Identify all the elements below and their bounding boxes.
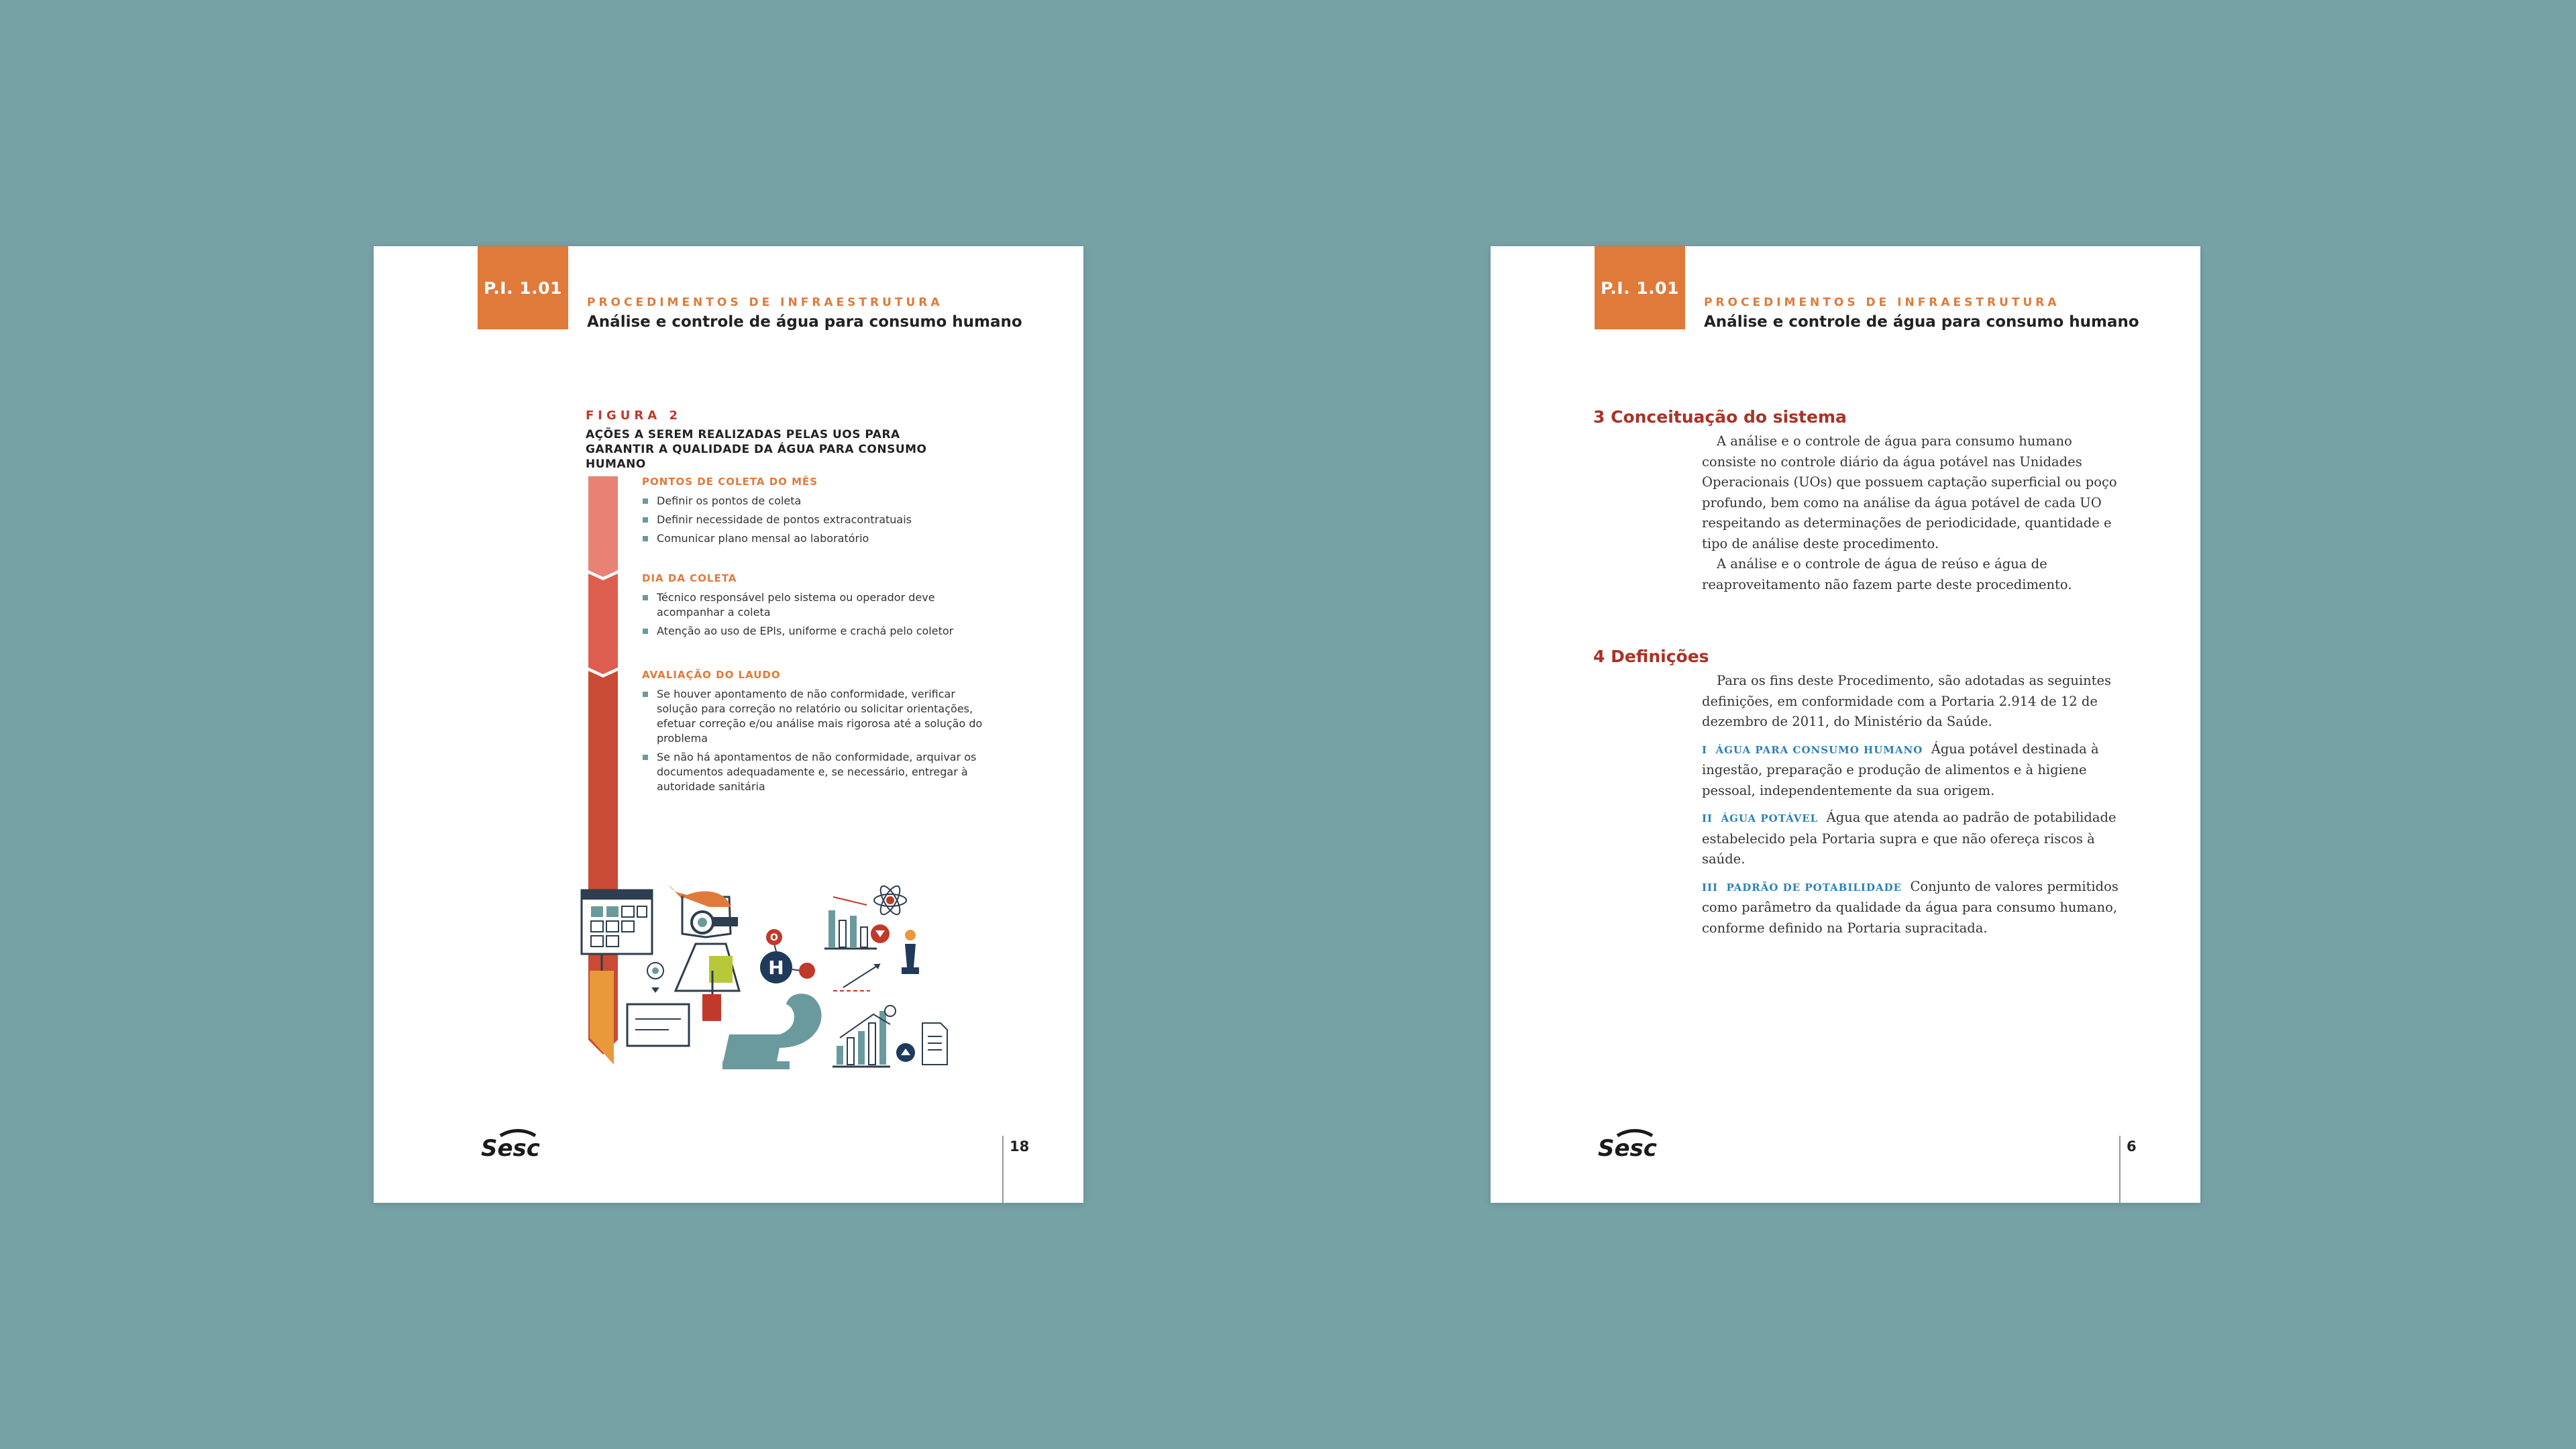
page-number: 18 xyxy=(1010,1138,1030,1155)
timeline-segment-2 xyxy=(588,574,618,674)
list-item: Definir necessidade de pontos extracontratuais xyxy=(642,513,998,527)
timeline-segment-1 xyxy=(588,476,618,577)
definition-term: ÁGUA POTÁVEL xyxy=(1721,812,1819,824)
growth-chart-icon xyxy=(833,1006,896,1067)
footer-rule xyxy=(1002,1136,1004,1203)
definition-number: I xyxy=(1702,743,1708,756)
sesc-logo-text: Sesc xyxy=(481,1135,540,1162)
list-item: Definir os pontos de coleta xyxy=(642,494,998,508)
definition-text: Conjunto de valores permitidos como parâmetro da qualidade da água para consumo humano, conforme definido na Portaria supracitada. xyxy=(1702,878,2118,936)
atom-icon xyxy=(874,883,906,918)
list-item: Comunicar plano mensal ao laboratório xyxy=(642,531,998,546)
list-item: Se não há apontamentos de não conformidade, arquivar os documentos adequadamente e, se necessário, entregar à autoridade sanitária xyxy=(642,750,998,794)
page-number: 6 xyxy=(2127,1138,2137,1155)
list-item: Técnico responsável pelo sistema ou operador deve acompanhar a coleta xyxy=(642,590,998,620)
figure-label: FIGURA 2 xyxy=(586,409,682,423)
definition-text: Água potável destinada à ingestão, preparação e produção de alimentos e à higiene pessoal, independentemente da sua origem. xyxy=(1702,741,2099,798)
molecule-h-label: H xyxy=(768,957,784,979)
stage-dia-da-coleta xyxy=(642,572,998,643)
sesc-logo xyxy=(1595,1122,1668,1163)
definition-item xyxy=(1702,808,2121,870)
list-item: Atenção ao uso de EPIs, uniforme e crachá pelo coletor xyxy=(642,624,998,639)
section-label: PROCEDIMENTOS DE INFRAESTRUTURA xyxy=(1704,296,2060,309)
sesc-logo xyxy=(478,1122,551,1163)
section-label: PROCEDIMENTOS DE INFRAESTRUTURA xyxy=(587,296,943,309)
stage-title: DIA DA COLETA xyxy=(642,572,737,584)
sesc-logo-text: Sesc xyxy=(1598,1135,1657,1162)
list-item: Se houver apontamento de não conformidade, verificar solução para correção no relatório ou solicitar orientações, efetuar correção e/ou análise mais rigorosa até a solução do problema xyxy=(642,687,998,746)
figure-title: AÇÕES A SEREM REALIZADAS PELAS UOS PARA GARANTIR A QUALIDADE DA ÁGUA PARA CONSUMO HUMANO xyxy=(586,428,927,471)
paragraph: Para os fins deste Procedimento, são adotadas as seguintes definições, em conformidade com a Portaria 2.914 de 12 de dezembro de 2011, do Ministério da Saúde. xyxy=(1702,673,2112,729)
definition-text: Água que atenda ao padrão de potabilidade estabelecido pela Portaria supra e que não ofereça riscos à saúde. xyxy=(1702,810,2116,867)
procedure-code-tab: P.I. 1.01 xyxy=(1595,246,1685,329)
stage-pontos-de-coleta xyxy=(642,476,998,550)
definition-item xyxy=(1702,739,2121,802)
procedure-code-tab: P.I. 1.01 xyxy=(478,246,568,329)
document-title: Análise e controle de água para consumo humano xyxy=(587,313,1022,331)
paragraph: A análise e o controle de água para consumo humano consiste no controle diário da água potável nas Unidades Operacionais (UOs) que possuem captação superficial ou poço profundo, bem como na análise da água potável de cada UO respeitando as determinações de periodicidade, quantidade e tipo de análise deste procedimento. xyxy=(1702,433,2117,551)
section-3-body xyxy=(1702,431,2121,595)
definition-item xyxy=(1702,877,2121,939)
stage-title: AVALIAÇÃO DO LAUDO xyxy=(642,669,781,681)
stage-title: PONTOS DE COLETA DO MÊS xyxy=(642,476,818,488)
scientist-figure xyxy=(669,885,739,1021)
definition-number: II xyxy=(1702,812,1713,824)
document-title: Análise e controle de água para consumo humano xyxy=(1704,313,2139,331)
stage-avaliacao-do-laudo xyxy=(642,669,998,798)
paragraph: A análise e o controle de água de reúso e água de reaproveitamento não fazem parte deste procedimento. xyxy=(1702,556,2072,592)
document-icon xyxy=(922,1023,947,1065)
molecule-o-label: O xyxy=(770,932,778,943)
document-page-left xyxy=(374,246,1083,1203)
section-4-body xyxy=(1702,671,2121,938)
section-3-heading: 3 Conceituação do sistema xyxy=(1593,407,1847,427)
definition-number: III xyxy=(1702,881,1719,894)
chess-piece-icon xyxy=(902,930,919,974)
document-page-right xyxy=(1491,246,2200,1203)
calendar-icon xyxy=(582,890,652,954)
laboratory-illustration xyxy=(575,870,991,1078)
bar-chart-icon xyxy=(824,897,877,949)
section-4-heading: 4 Definições xyxy=(1593,647,1709,666)
definition-term: PADRÃO DE POTABILIDADE xyxy=(1726,881,1902,894)
definition-term: ÁGUA PARA CONSUMO HUMANO xyxy=(1715,743,1923,756)
footer-rule xyxy=(2119,1136,2121,1203)
